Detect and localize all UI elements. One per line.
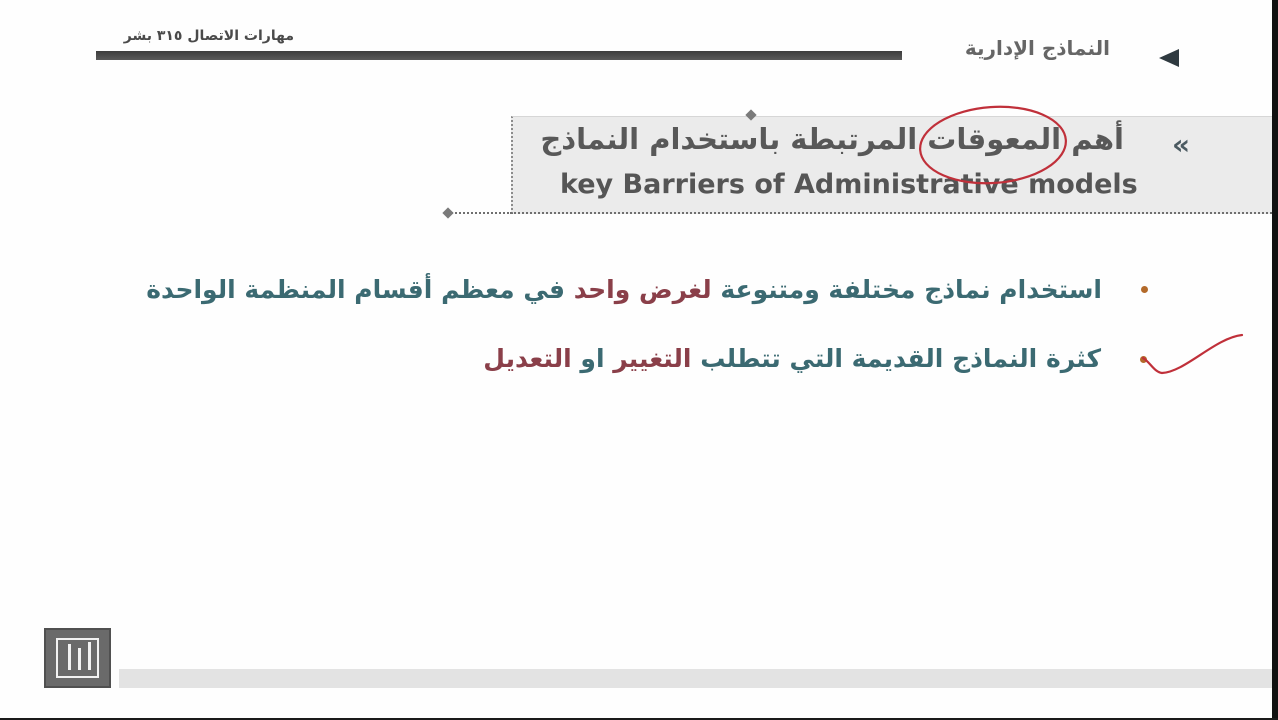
section-title: النماذج الإدارية — [964, 36, 1110, 60]
heading-arabic: أهم المعوقات المرتبطة باستخدام النماذج — [540, 122, 1124, 156]
logo-stroke — [68, 644, 71, 670]
bullet-marker — [1141, 286, 1148, 293]
logo-stroke — [88, 642, 91, 670]
footer-bar — [119, 669, 1272, 688]
bullet-2-emphasis: التغيير — [613, 344, 692, 373]
course-name: مهارات الاتصال ٣١٥ بشر — [123, 28, 294, 44]
bullet-2-emphasis-2: التعديل — [483, 344, 572, 373]
double-chevron-left-icon: « — [1171, 128, 1191, 161]
bullet-item-1 — [146, 275, 1102, 304]
bullet-2-text-start: كثرة النماذج القديمة التي تتطلب — [700, 344, 1101, 373]
heading-english: key Barriers of Administrative models — [560, 169, 1138, 200]
bullet-2-connector: او — [580, 344, 605, 373]
bullet-item-2 — [460, 344, 1101, 373]
back-arrow-icon[interactable] — [1159, 49, 1179, 67]
bullet-1-emphasis: لغرض واحد — [573, 275, 712, 304]
header-divider-bar — [96, 51, 902, 60]
slide-right-edge — [1272, 0, 1278, 720]
bullet-1-text-start: استخدام نماذج مختلفة ومتنوعة — [720, 275, 1102, 304]
logo-stroke — [78, 648, 81, 670]
university-logo-icon — [44, 628, 111, 688]
heading-dotted-connector — [448, 212, 512, 214]
bullet-1-text-end: في معظم أقسام المنظمة الواحدة — [146, 275, 565, 304]
dotted-end-marker — [442, 207, 453, 218]
bullet-marker — [1140, 356, 1147, 363]
red-checkmark-annotation — [1143, 335, 1242, 373]
